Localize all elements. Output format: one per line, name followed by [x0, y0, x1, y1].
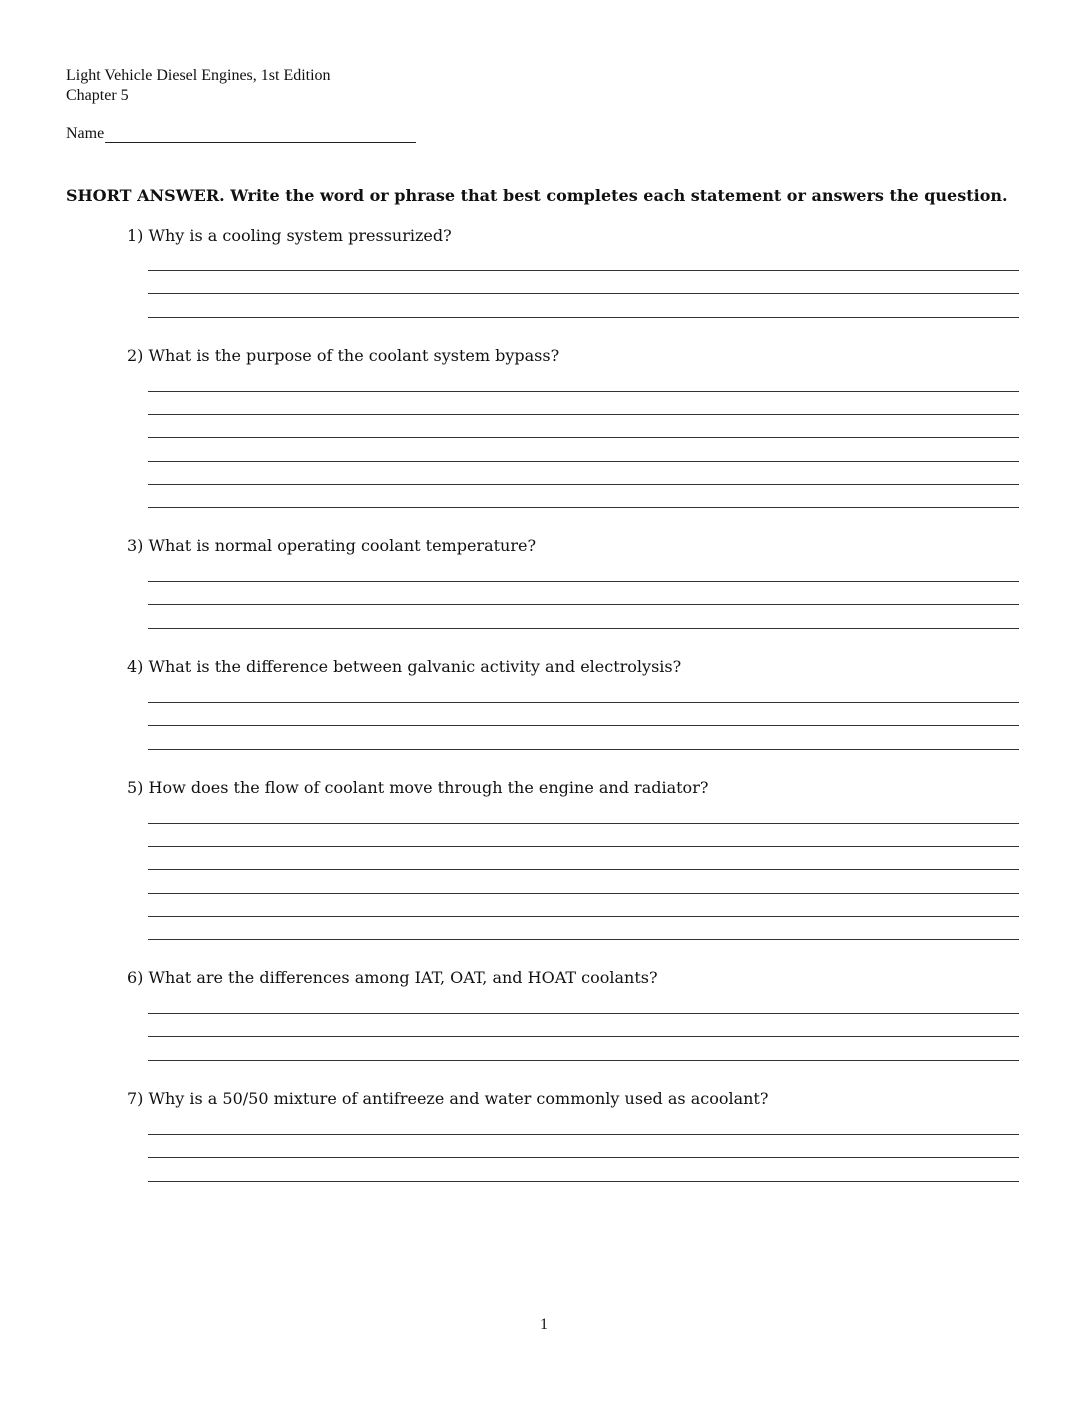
answer-line[interactable]	[148, 702, 1019, 703]
answer-line[interactable]	[148, 604, 1019, 605]
question-3: 3) What is normal operating coolant temperature?	[127, 536, 537, 555]
answer-line[interactable]	[148, 869, 1019, 870]
question-4: 4) What is the difference between galvanic activity and electrolysis?	[127, 657, 682, 676]
answer-line[interactable]	[148, 293, 1019, 294]
question-5: 5) How does the flow of coolant move through the engine and radiator?	[127, 778, 709, 797]
answer-line[interactable]	[148, 507, 1019, 508]
answer-line[interactable]	[148, 1181, 1019, 1182]
answer-line[interactable]	[148, 1013, 1019, 1014]
answer-line[interactable]	[148, 846, 1019, 847]
book-title: Light Vehicle Diesel Engines, 1st Edition	[66, 67, 331, 84]
answer-line[interactable]	[148, 749, 1019, 750]
answer-line[interactable]	[148, 1036, 1019, 1037]
answer-line[interactable]	[148, 270, 1019, 271]
answer-line[interactable]	[148, 823, 1019, 824]
answer-line[interactable]	[148, 916, 1019, 917]
page-number: 1	[540, 1316, 548, 1333]
answer-line[interactable]	[148, 461, 1019, 462]
answer-line[interactable]	[148, 939, 1019, 940]
question-6: 6) What are the differences among IAT, OAT, and HOAT coolants?	[127, 968, 658, 987]
name-label: Name	[66, 125, 105, 142]
question-7: 7) Why is a 50/50 mixture of antifreeze and water commonly used as acoolant?	[127, 1089, 769, 1108]
question-1: 1) Why is a cooling system pressurized?	[127, 226, 452, 245]
answer-line[interactable]	[148, 725, 1019, 726]
section-instructions: SHORT ANSWER. Write the word or phrase that best completes each statement or answers the question.	[66, 186, 1008, 205]
chapter-label: Chapter 5	[66, 87, 129, 104]
name-row	[66, 125, 416, 143]
answer-line[interactable]	[148, 581, 1019, 582]
answer-line[interactable]	[148, 628, 1019, 629]
question-2: 2) What is the purpose of the coolant system bypass?	[127, 346, 560, 365]
answer-line[interactable]	[148, 414, 1019, 415]
answer-line[interactable]	[148, 1134, 1019, 1135]
answer-line[interactable]	[148, 484, 1019, 485]
answer-line[interactable]	[148, 1157, 1019, 1158]
answer-line[interactable]	[148, 391, 1019, 392]
name-field[interactable]	[105, 125, 416, 143]
answer-line[interactable]	[148, 1060, 1019, 1061]
answer-line[interactable]	[148, 437, 1019, 438]
answer-line[interactable]	[148, 893, 1019, 894]
answer-line[interactable]	[148, 317, 1019, 318]
